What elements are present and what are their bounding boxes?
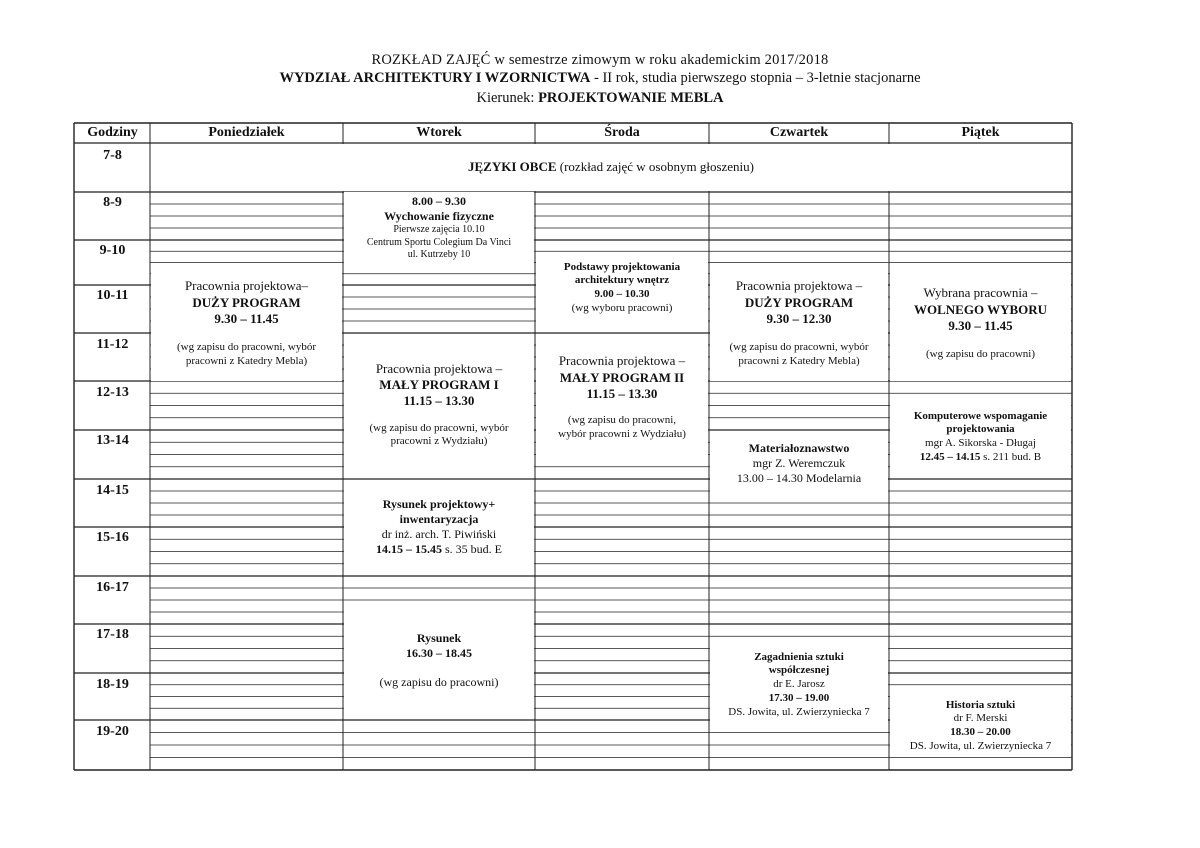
class-title: inwentaryzacja: [399, 512, 479, 526]
hour-label: 15-16: [96, 530, 129, 545]
class-teacher: dr inż. arch. T. Piwiński: [381, 527, 497, 541]
class-note: (wg zapisu do pracowni): [925, 348, 1036, 360]
class-note: (wg zapisu do pracowni, wybór: [177, 341, 316, 354]
class-time: 9.00 – 10.30: [594, 288, 650, 300]
class-line: Pracownia projektowa–: [184, 278, 309, 294]
day-header-monday: Poniedziałek: [208, 125, 285, 140]
class-time: 8.00 – 9.30: [412, 194, 466, 209]
class-title: współczesnej: [768, 664, 830, 677]
day-header-friday: Piątek: [961, 125, 1000, 140]
class-note: (wg zapisu do pracowni, wybór: [729, 341, 869, 354]
hour-label: 7-8: [103, 148, 122, 163]
hour-label: 11-12: [96, 337, 129, 352]
class-title: MAŁY PROGRAM II: [559, 369, 685, 385]
class-note: (wg zapisu do pracowni, wybór: [369, 421, 509, 434]
class-time: 11.15 – 13.30: [403, 393, 475, 409]
thursday-pracownia-block: [710, 266, 888, 381]
tuesday-wf-block: [344, 192, 534, 264]
class-time: 13.00 – 14.30 Modelarnia: [736, 470, 862, 485]
thursday-zagadnienia-block: [710, 647, 888, 723]
class-teacher: mgr Z. Weremczuk: [752, 455, 846, 470]
class-line: Pracownia projektowa –: [735, 278, 863, 294]
class-time: 11.15 – 13.30: [586, 385, 658, 401]
class-title: Komputerowe wspomaganie: [913, 409, 1048, 422]
class-time: 17.30 – 19.00: [768, 691, 830, 704]
wednesday-maly-program-block: [536, 335, 708, 460]
class-time: 14.15 – 15.45: [376, 542, 442, 556]
class-title: Materiałoznawstwo: [748, 440, 850, 455]
class-teacher: mgr A. Sikorska - Długaj: [925, 437, 1036, 449]
class-room: s. 211 bud. B: [980, 450, 1042, 463]
title-line-3: [0, 90, 1200, 107]
day-header-wednesday: Środa: [604, 125, 640, 140]
class-note: pracowni z Katedry Mebla): [185, 354, 308, 367]
class-line: Pracownia projektowa –: [375, 360, 503, 376]
class-time: 9.30 – 12.30: [766, 310, 832, 326]
title-line-2: [0, 70, 1200, 87]
class-title: Zagadnienia sztuki: [754, 650, 844, 663]
hour-label: 8-9: [103, 195, 122, 210]
tuesday-maly-program-block: [344, 335, 534, 475]
class-note: Pierwsze zajęcia 10.10: [393, 224, 485, 236]
day-header-tuesday: Wtorek: [416, 125, 462, 140]
class-note: pracowni z Katedry Mebla): [738, 354, 860, 367]
wednesday-podstawy-block: [536, 254, 708, 322]
class-note: (wg zapisu do pracowni,: [567, 414, 677, 427]
faculty-name: WYDZIAŁ ARCHITEKTURY I WZORNICTWA: [279, 70, 591, 86]
hour-label: 13-14: [96, 433, 129, 448]
class-time: 9.30 – 11.45: [948, 317, 1013, 333]
major-name: PROJEKTOWANIE MEBLA: [538, 90, 724, 106]
class-title: DUŻY PROGRAM: [744, 294, 854, 310]
class-title: Rysunek projektowy+: [382, 497, 496, 511]
class-note: (wg wyboru pracowni): [571, 301, 673, 314]
friday-historia-block: [890, 695, 1071, 757]
hour-label: 17-18: [96, 627, 129, 642]
class-time: 9.30 – 11.45: [214, 310, 279, 326]
day-header-thursday: Czwartek: [769, 125, 829, 140]
class-time: 18.30 – 20.00: [950, 726, 1011, 738]
class-note: pracowni z Wydziału): [390, 435, 488, 448]
hour-label: 14-15: [96, 483, 129, 498]
faculty-details: - II rok, studia pierwszego stopnia – 3-letnie stacjonarne: [590, 70, 921, 86]
tuesday-rysunek-block: [344, 601, 534, 719]
class-title: projektowania: [946, 423, 1015, 436]
languages-note: (rozkład zajęć w osobnym głoszeniu): [556, 159, 754, 175]
hour-label: 12-13: [96, 385, 129, 400]
title-line-1: ROZKŁAD ZAJĘĆ w semestrze zimowym w roku akademickim 2017/2018: [371, 52, 829, 68]
languages-title: JĘZYKI OBCE: [468, 159, 557, 175]
class-location: ul. Kutrzeby 10: [407, 249, 471, 261]
class-line: Wybrana pracownia –: [923, 285, 1038, 301]
hour-label: 19-20: [96, 724, 129, 739]
major-prefix: Kierunek:: [476, 90, 539, 106]
class-note: (wg zapisu do pracowni): [379, 674, 499, 689]
friday-komputerowe-block: [890, 405, 1071, 469]
hour-label: 18-19: [96, 677, 129, 692]
thursday-materialoznawstwo-block: [710, 433, 888, 493]
languages-block: [151, 144, 1071, 191]
class-time: 16.30 – 18.45: [406, 645, 472, 660]
class-title: Wychowanie fizyczne: [384, 209, 494, 224]
class-line: Pracownia projektowa –: [558, 353, 686, 369]
hour-label: 9-10: [99, 243, 126, 258]
tuesday-rysunek-projektowy-block: [344, 488, 534, 566]
class-title: architektury wnętrz: [574, 274, 670, 287]
corner-header: Godziny: [87, 125, 138, 140]
class-location: DS. Jowita, ul. Zwierzyniecka 7: [909, 739, 1052, 752]
class-title: WOLNEGO WYBORU: [913, 301, 1048, 317]
class-teacher: dr E. Jarosz: [773, 678, 825, 691]
class-teacher: dr F. Merski: [953, 712, 1008, 725]
class-location: DS. Jowita, ul. Zwierzyniecka 7: [728, 705, 870, 718]
class-room: s. 35 bud. E: [442, 542, 502, 556]
class-location: Centrum Sportu Colegium Da Vinci: [366, 236, 512, 248]
friday-wybrana-pracownia-block: [890, 266, 1071, 381]
class-title: Historia sztuki: [945, 698, 1016, 711]
monday-pracownia-block: [151, 266, 342, 381]
class-title: Rysunek: [416, 630, 462, 645]
class-title: MAŁY PROGRAM I: [379, 377, 499, 393]
class-title: Podstawy projektowania: [563, 260, 681, 273]
class-note: wybór pracowni z Wydziału): [558, 427, 686, 440]
hour-label: 10-11: [96, 288, 129, 303]
class-time: 12.45 – 14.15: [919, 450, 981, 463]
class-title: DUŻY PROGRAM: [192, 294, 301, 310]
hour-label: 16-17: [96, 580, 129, 595]
